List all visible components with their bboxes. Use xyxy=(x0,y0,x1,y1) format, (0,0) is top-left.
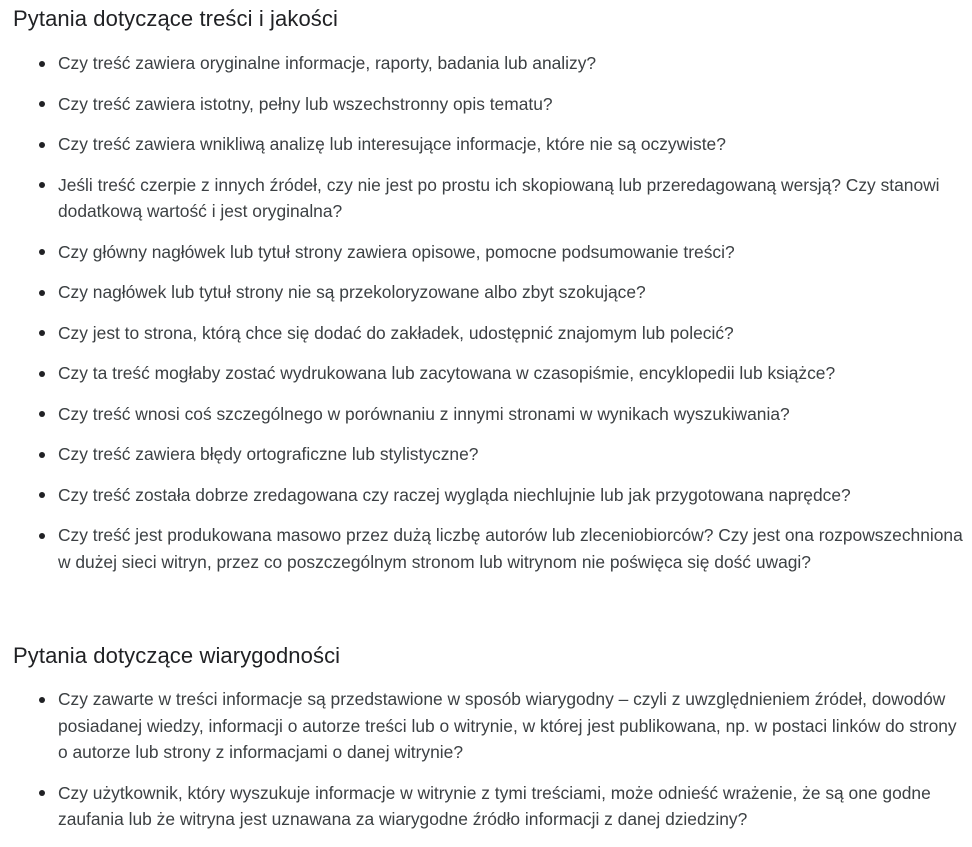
list-item xyxy=(0,172,972,225)
list-item-text: Czy treść wnosi coś szczególnego w porównaniu z innymi stronami w wynikach wyszukiwania? xyxy=(58,403,790,424)
question-list-credibility xyxy=(0,686,972,847)
list-item xyxy=(0,50,972,77)
list-item xyxy=(0,320,972,347)
list-item-text: Czy treść została dobrze zredagowana czy raczej wygląda niechlujnie lub jak przygotowana naprędce? xyxy=(58,484,851,505)
list-item xyxy=(0,482,972,509)
list-item xyxy=(0,401,972,428)
list-item xyxy=(0,522,972,575)
section-heading-content-quality: Pytania dotyczące treści i jakości xyxy=(13,6,338,31)
list-item xyxy=(0,360,972,387)
list-item-text: Czy ta treść mogłaby zostać wydrukowana lub zacytowana w czasopiśmie, encyklopedii lub książce? xyxy=(58,363,836,383)
list-item-text: Czy użytkownik, który wyszukuje informacje w witrynie z tymi treściami, może odnieść wrażenie, że są one godne zaufania lub że witryna jest uznawana za wiarygodne źródło informacji z danej dziedziny? xyxy=(58,782,931,829)
list-item xyxy=(0,279,972,306)
list-item-text: Czy główny nagłówek lub tytuł strony zawiera opisowe, pomocne podsumowanie treści? xyxy=(58,241,735,262)
list-item-text: Czy nagłówek lub tytuł strony nie są przekoloryzowane albo zbyt szokujące? xyxy=(58,282,646,302)
list-item-text: Czy zawarte w treści informacje są przedstawione w sposób wiarygodny – czyli z uwzględnieniem źródeł, dowodów posiadanej wiedzy, informacji o autorze treści lub o witrynie, w której jest publikowana, np. w postaci linków do strony o autorze lub strony z informacjami o danej witrynie? xyxy=(58,689,957,762)
question-list-content-quality xyxy=(0,50,972,589)
list-item-text: Czy treść zawiera błędy ortograficzne lub stylistyczne? xyxy=(58,444,479,464)
section-heading-credibility: Pytania dotyczące wiarygodności xyxy=(13,643,341,668)
list-item xyxy=(0,780,972,833)
list-item-text: Jeśli treść czerpie z innych źródeł, czy nie jest po prostu ich skopiowaną lub przeredagowaną wersją? Czy stanowi dodatkową wartość i jest oryginalna? xyxy=(58,174,940,221)
list-item-text: Czy treść zawiera wnikliwą analizę lub interesujące informacje, które nie są oczywiste? xyxy=(58,134,726,154)
list-item xyxy=(0,686,972,766)
list-item xyxy=(0,131,972,158)
list-item xyxy=(0,239,972,266)
list-item xyxy=(0,91,972,118)
list-item-text: Czy treść zawiera istotny, pełny lub wszechstronny opis tematu? xyxy=(58,93,553,114)
list-item-text: Czy treść jest produkowana masowo przez dużą liczbę autorów lub zleceniobiorców? Czy jest ona rozpowszechniona w dużej sieci witryn, przez co poszczególnym stronom lub witrynom nie poświęca się dość uwagi? xyxy=(58,525,963,572)
list-item-text: Czy jest to strona, którą chce się dodać do zakładek, udostępnić znajomym lub polecić? xyxy=(58,322,734,343)
list-item-text: Czy treść zawiera oryginalne informacje, raporty, badania lub analizy? xyxy=(58,53,597,73)
list-item xyxy=(0,441,972,468)
